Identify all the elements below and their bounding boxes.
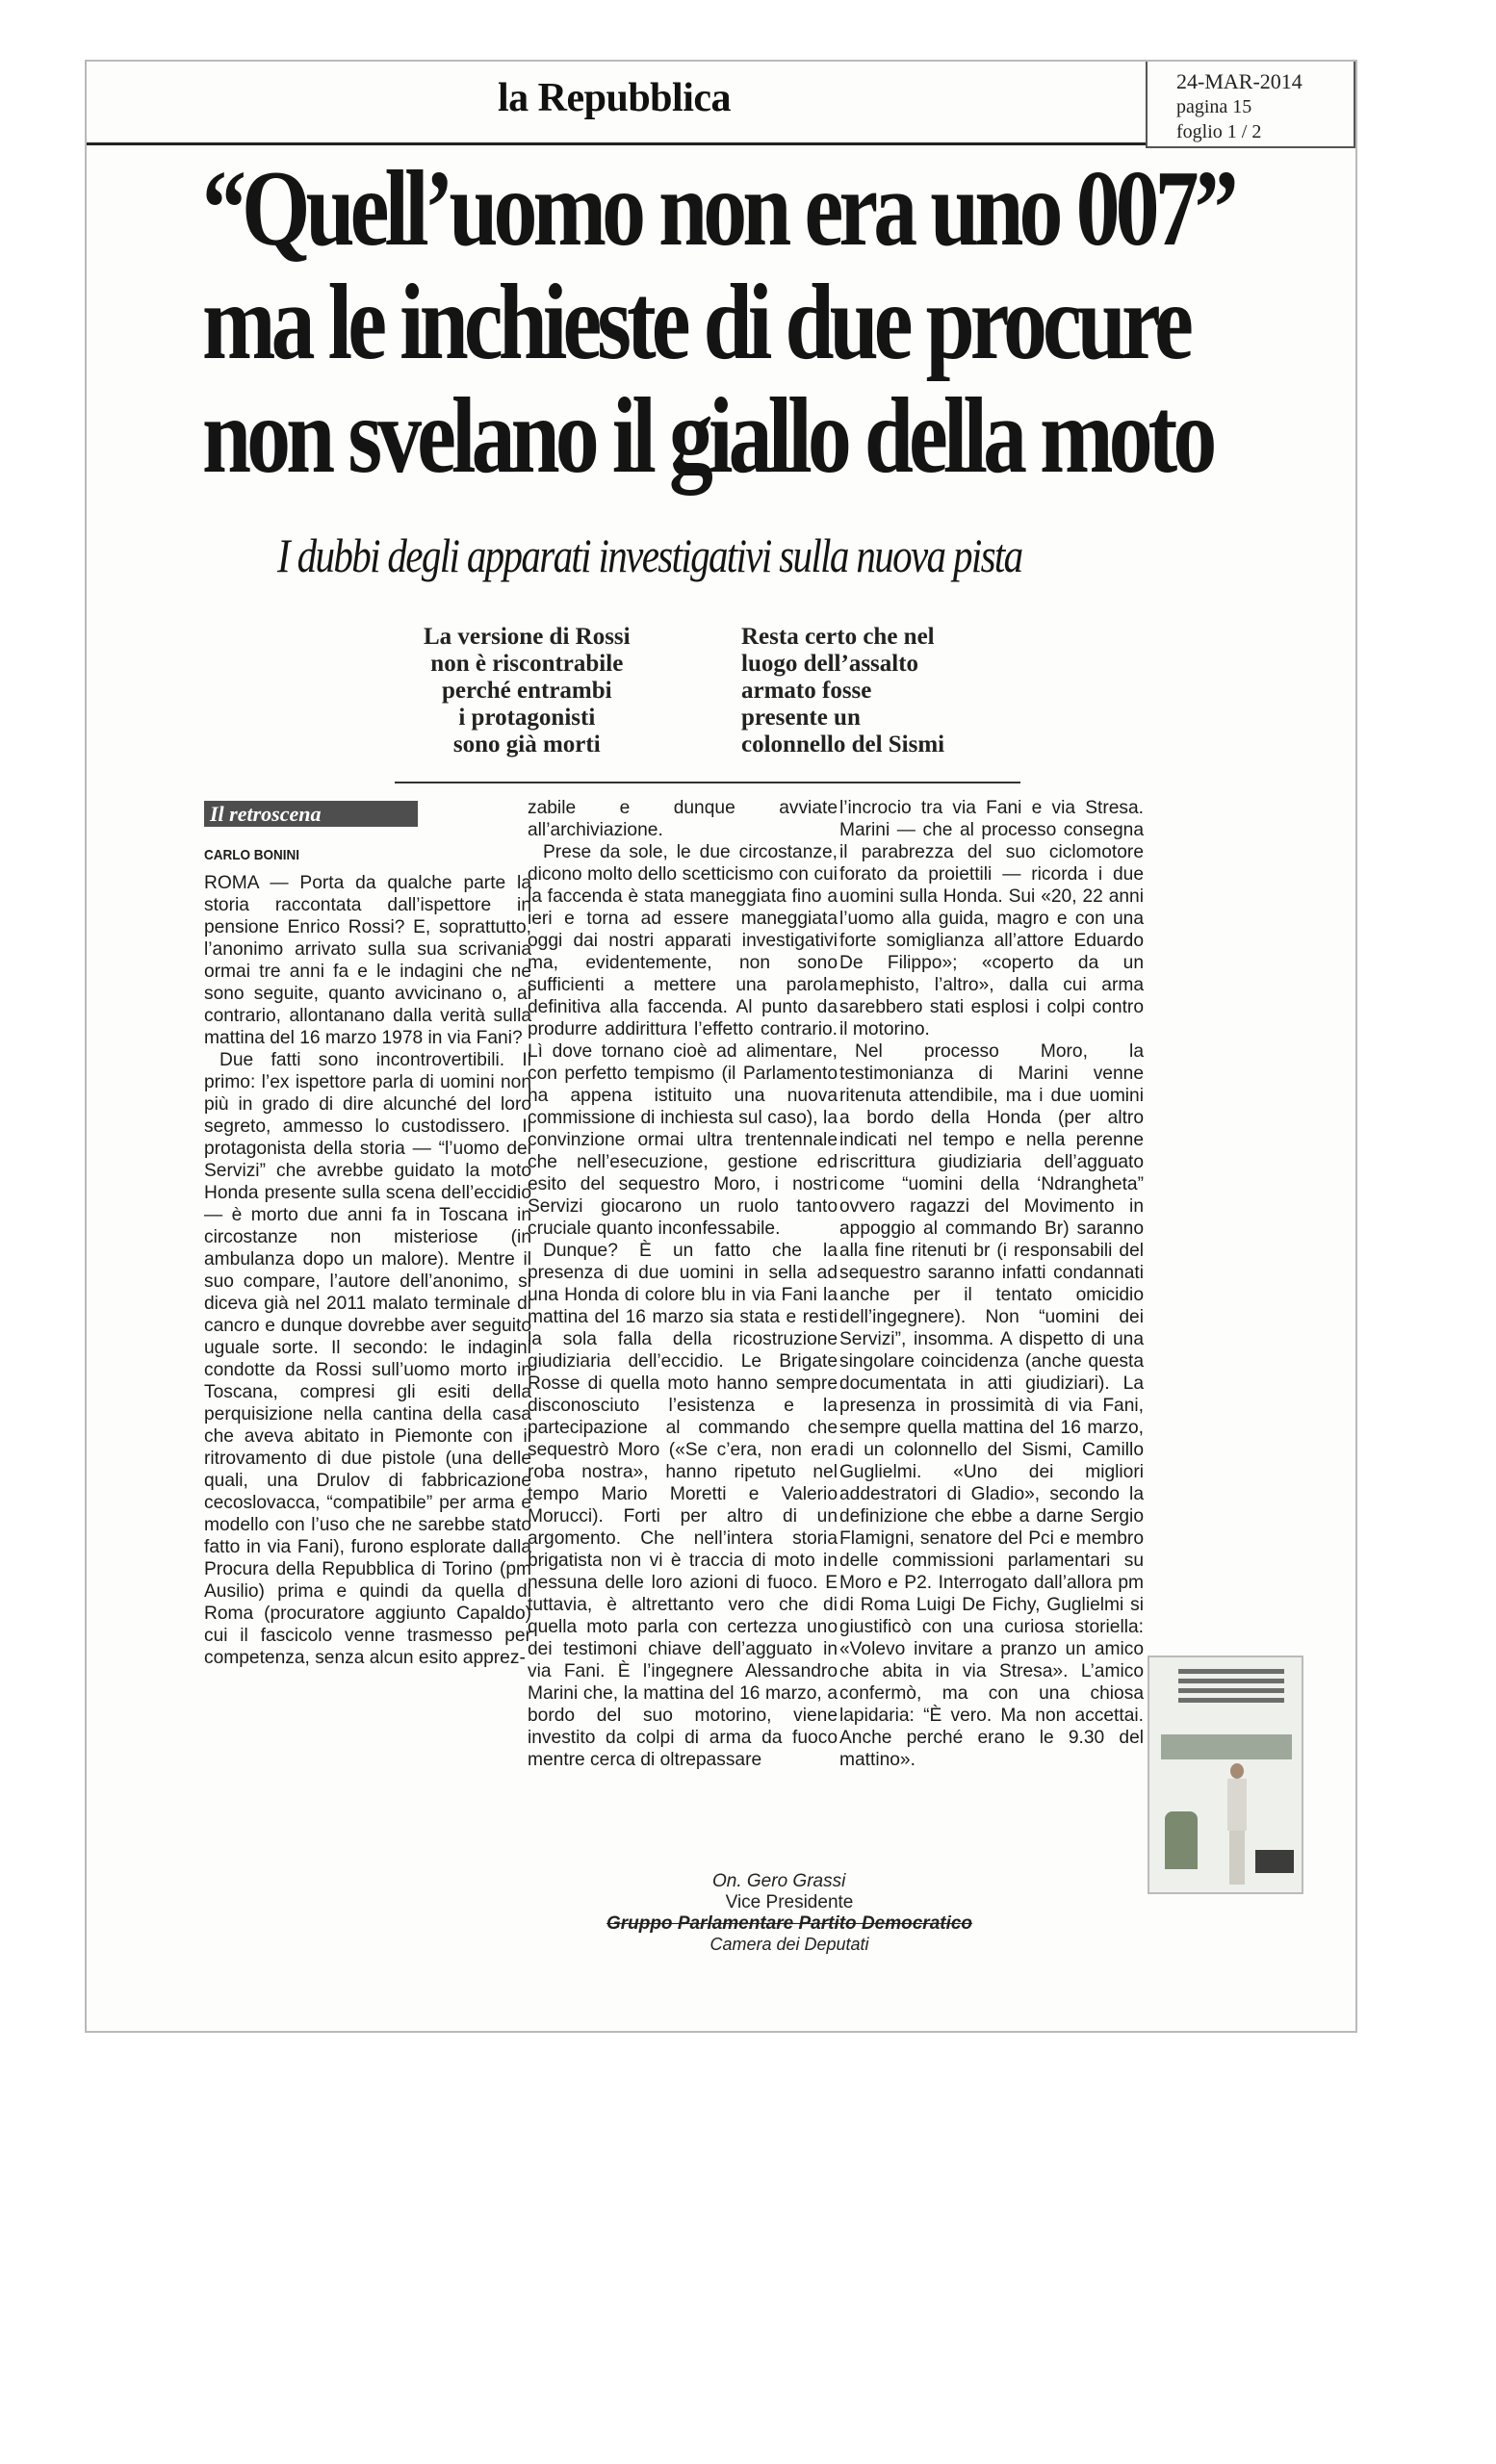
pullquote-line: i protagonisti (458, 705, 596, 731)
signatory-role: Vice Presidente (725, 1892, 854, 1912)
article-paragraph: Nel processo Moro, la testimonianza di Marini venne ritenuta attendibile, ma i due uomini a bordo della Honda (per altro indicati nel tempo e nella perenne riscrittura giudiziaria dell’agguato come “uomini della ‘Ndrangheta” ovvero ragazzi del Movimento in appoggio al commando Br) saranno alla fine ritenuti br (i responsabili del sequestro saranno infatti condannati anche per il tentato omicidio dell’ingegnere). Non “uomini dei Servizi”, insomma. A dispetto di una singolare coincidenza (anche questa documentata in atti giudiziari). La presenza in prossimità di via Fani, sempre quella mattina del 16 marzo, di un colonnello del Sismi, Camillo Guglielmi. «Uno dei migliori addestratori di Gladio», secondo la definizione che ebbe a darne Sergio Flamigni, senatore del Pci e membro delle commissioni parlamentari su Moro e P2. Interrogato dall’allora pm di Roma Luigi De Fichy, Guglielmi si giustificò con una curiosa storiella: «Volevo invitare a pranzo un amico che abita in via Stresa». L’amico confermò, ma con una chiosa lapidaria: “È vero. Ma non accettai. Anche perché erano le 9.30 del mattino». (839, 1041, 1144, 1770)
headline-line: non svelano il giallo della moto (202, 376, 1213, 496)
cover-car (1255, 1850, 1294, 1873)
section-kicker: Il retroscena (204, 801, 418, 827)
pullquote-right (741, 624, 944, 758)
signature-stamp (568, 1871, 1011, 1955)
headline (202, 149, 1234, 496)
article-column-3 (839, 797, 1144, 1771)
cover-title-lines (1178, 1669, 1284, 1707)
signatory-name: On. Gero Grassi (712, 1871, 846, 1891)
headline-line: “Quell’uomo non era uno 007” (202, 149, 1234, 269)
pullquote-line: luogo dell’assalto (741, 651, 919, 677)
pullquote-line: La versione di Rossi (424, 624, 631, 650)
pullquote-line: perché entrambi (442, 678, 612, 704)
chamber-name: Camera dei Deputati (709, 1935, 869, 1954)
stamp-date: 24-MAR-2014 (1176, 69, 1303, 93)
masthead: la Repubblica (497, 76, 732, 120)
cover-band (1161, 1734, 1292, 1759)
article-paragraph: Due fatti sono incontrovertibili. Il primo: l’ex ispettore parla di uomini non più in grado di dire alcunché del loro segreto, ammesso lo custodissero. Il protagonista della storia — “l’uomo dei Servizi” che avrebbe guidato la moto Honda presente sulla scena dell’eccidio — è morto due anni fa in Toscana in circostanze non misteriose (in ambulanza dopo un malore). Mentre il suo compare, l’autore dell’anonimo, si diceva già nel 2011 malato terminale di cancro e dunque dovrebbe aver seguito uguale sorte. Il secondo: le indagini condotte da Rossi sull’uomo morto in Toscana, compresi gli esiti della perquisizione nella cantina della casa che aveva abitato in Piemonte con il ritrovamento di due pistole (una delle quali, una Drulov di fabbricazione cecoslovacca, “compatibile” per arma e modello con l’uso che ne sarebbe stato fatto in via Fani), furono esplorate dalla Procura della Repubblica di Torino (pm Ausilio) prima e quindi da quella di Roma (procuratore aggiunto Capaldo) cui il fascicolo venne trasmesso per competenza, senza alcun esito apprez- (204, 1050, 531, 1668)
pullquote-line: armato fosse (741, 678, 872, 704)
byline: CARLO BONINI (204, 847, 299, 863)
pullquote-line: presente un (741, 705, 861, 731)
cover-person-figure (1225, 1763, 1250, 1886)
section-rule (395, 782, 1020, 783)
pullquote-line: colonnello del Sismi (741, 732, 945, 757)
book-cover-thumbnail (1148, 1656, 1303, 1894)
article-paragraph: Prese da sole, le due circostanze, dicono molto dello scetticismo con cui la faccenda è stata maneggiata fino a ieri e torna ad essere maneggiata oggi dai nostri apparati investigativi ma, evidentemente, non sono sufficienti a mettere una parola definitiva alla faccenda. Al punto da produrre addirittura l’effetto contrario. Lì dove tornano cioè ad alimentare, con perfetto tempismo (il Parlamento ha appena istituito una nuova commissione di inchiesta sul caso), la convinzione ormai ultra trentennale che nell’esecuzione, gestione ed esito del sequestro Moro, i nostri Servizi giocarono un ruolo tanto cruciale quanto inconfessabile. (528, 842, 838, 1239)
headline-line: ma le inchieste di due procure (202, 263, 1190, 382)
pullquote-line: sono già morti (452, 732, 601, 757)
stamp-page: pagina 15 (1176, 96, 1252, 117)
article-column-1 (204, 797, 531, 1669)
pullquote-line: non è riscontrabile (430, 651, 624, 677)
parliamentary-group: Gruppo Parlamentare Partito Democratico (606, 1913, 973, 1934)
article-paragraph: ROMA — Porta da qualche parte la storia raccontata dall’ispettore in pensione Enrico Rossi? E, soprattutto, l’anonimo arrivato sulla sua scrivania ormai tre anni fa e le indagini che ne sono seguite, quanto avvicinano o, al contrario, allontanano dalla verità sulla mattina del 16 marzo 1978 in via Fani? (204, 873, 531, 1048)
subheadline: I dubbi degli apparati investigativi sulla nuova pista (277, 528, 1022, 582)
article-paragraph: Dunque? È un fatto che la presenza di due uomini in sella ad una Honda di colore blu in via Fani la mattina del 16 marzo sia stata e resti la sola falla della ricostruzione giudiziaria dell’eccidio. Le Brigate Rosse di quella moto hanno sempre disconosciuto l’esistenza e la partecipazione al commando che sequestrò Moro («Se c’era, non era roba nostra», hanno ripetuto nel tempo Mario Moretti e Valerio Morucci). Forti per altro di un argomento. Che nell’intera storia brigatista non vi è traccia di moto in nessuna delle loro azioni di fuoco. E tuttavia, è altrettanto vero che di quella moto parla con certezza uno dei testimoni chiave dell’agguato in via Fani. È l’ingegnere Alessandro Marini che, la mattina del 16 marzo, a bordo del suo motorino, viene investito da colpi di arma da fuoco mentre cerca di oltrepassare (528, 1241, 838, 1770)
article-paragraph: l’incrocio tra via Fani e via Stresa. Marini — che al processo consegna il parabrezza del suo ciclomotore forato da proiettili — ricorda i due uomini sulla Honda. Sui «20, 22 anni l’uomo alla guida, magro e con una forte somiglianza all’attore Eduardo De Filippo»; «coperto da un mephisto, l’altro», dalla cui arma sarebbero stati esplosi i colpi contro il motorino. (839, 798, 1144, 1040)
stamp-sheet: foglio 1 / 2 (1176, 121, 1262, 142)
article-paragraph: zabile e dunque avviate all’archiviazione. (528, 798, 838, 840)
cover-plant (1165, 1811, 1198, 1869)
pullquote-left (424, 624, 631, 758)
header-rule (87, 142, 1146, 145)
article-column-2 (528, 797, 838, 1771)
pullquote-line: Resta certo che nel (741, 624, 935, 650)
press-stamp (1146, 62, 1355, 148)
